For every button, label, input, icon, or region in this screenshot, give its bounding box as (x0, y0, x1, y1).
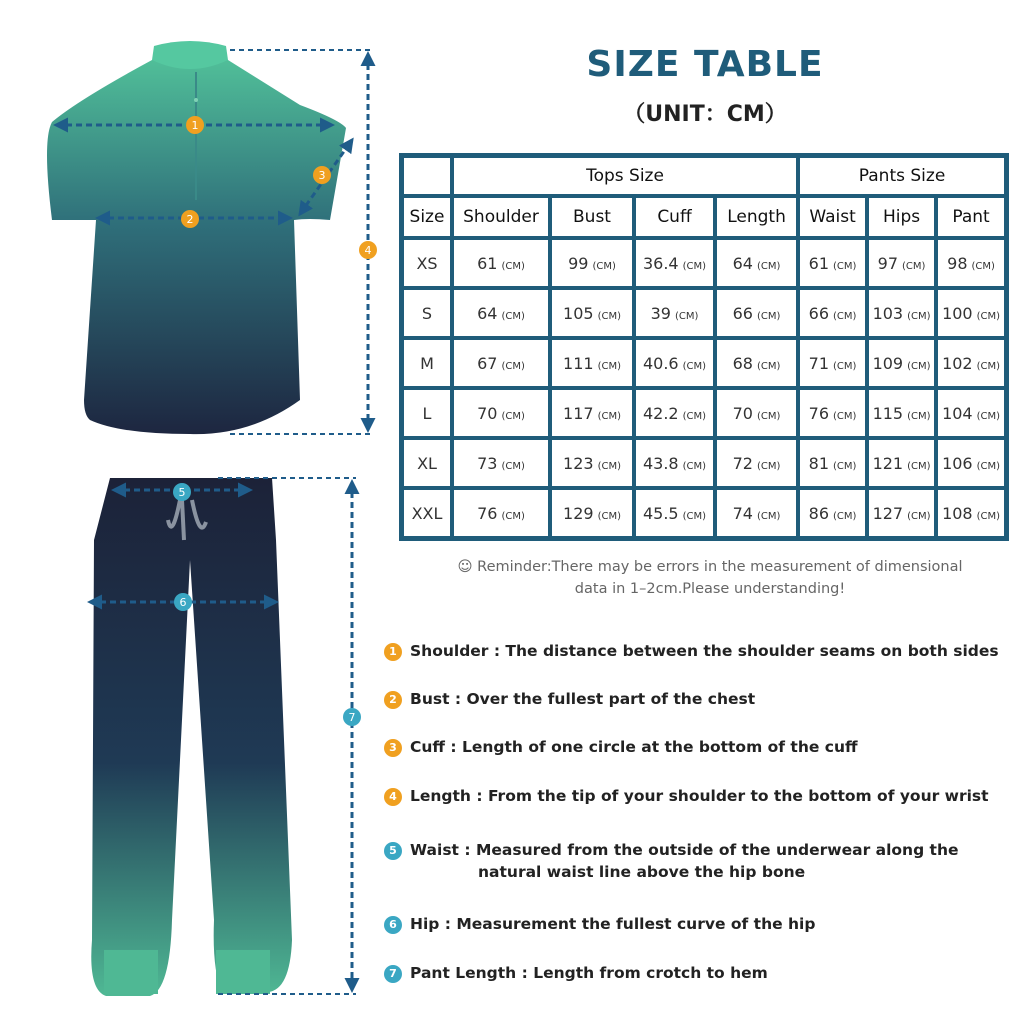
value-cell: 127 (CM) (867, 488, 936, 538)
value-cell: 106 (CM) (936, 438, 1006, 488)
size-cell: S (402, 288, 452, 338)
size-cell: XS (402, 238, 452, 288)
svg-text:6: 6 (179, 596, 187, 609)
garment-illustration (0, 0, 400, 1024)
value-cell: 104 (CM) (936, 388, 1006, 438)
definition-item: 1 Shoulder : The distance between the shoulder seams on both sides (384, 640, 1014, 662)
value-cell: 117 (CM) (550, 388, 634, 438)
col-header: Shoulder (452, 196, 550, 238)
svg-text:3: 3 (318, 169, 326, 182)
value-cell: 109 (CM) (867, 338, 936, 388)
scrub-top (47, 41, 346, 434)
definition-item: 2 Bust : Over the fullest part of the chest (384, 688, 1014, 710)
value-cell: 64 (CM) (452, 288, 550, 338)
table-row (402, 238, 1006, 288)
number-badge: 3 (384, 739, 402, 757)
reminder (420, 556, 1000, 600)
svg-text:5: 5 (178, 486, 186, 499)
value-cell: 115 (CM) (867, 388, 936, 438)
table-row (402, 288, 1006, 338)
smiley-icon: ☺ (457, 559, 473, 575)
value-cell: 67 (CM) (452, 338, 550, 388)
svg-text:7: 7 (348, 711, 356, 724)
col-header: Pant (936, 196, 1006, 238)
value-cell: 68 (CM) (715, 338, 798, 388)
value-cell: 76 (CM) (452, 488, 550, 538)
number-badge: 1 (384, 643, 402, 661)
col-header: Size (402, 196, 452, 238)
value-cell: 36.4 (CM) (634, 238, 715, 288)
number-badge: 5 (384, 842, 402, 860)
unit-label: （UNIT：CM） (623, 102, 787, 127)
marker-2 (181, 210, 199, 228)
value-cell: 42.2 (CM) (634, 388, 715, 438)
col-header: Waist (798, 196, 867, 238)
value-cell: 81 (CM) (798, 438, 867, 488)
value-cell: 74 (CM) (715, 488, 798, 538)
value-cell: 45.5 (CM) (634, 488, 715, 538)
value-cell: 97 (CM) (867, 238, 936, 288)
table-row (402, 338, 1006, 388)
value-cell: 108 (CM) (936, 488, 1006, 538)
value-cell: 70 (CM) (452, 388, 550, 438)
value-cell: 61 (CM) (798, 238, 867, 288)
col-header: Hips (867, 196, 936, 238)
marker-4 (359, 241, 377, 259)
definition-item: 5 Waist : Measured from the outside of the underwear along the natural waist line above the hip bone (384, 839, 1014, 883)
size-table-body (402, 238, 1006, 538)
table-row (402, 388, 1006, 438)
definition-item: 3 Cuff : Length of one circle at the bottom of the cuff (384, 736, 1014, 758)
value-cell: 40.6 (CM) (634, 338, 715, 388)
marker-6 (174, 593, 192, 611)
number-badge: 2 (384, 691, 402, 709)
header-pants-size: Pants Size (798, 156, 1006, 196)
value-cell: 123 (CM) (550, 438, 634, 488)
value-cell: 98 (CM) (936, 238, 1006, 288)
value-cell: 72 (CM) (715, 438, 798, 488)
size-cell: M (402, 338, 452, 388)
marker-3 (313, 166, 331, 184)
value-cell: 61 (CM) (452, 238, 550, 288)
value-cell: 100 (CM) (936, 288, 1006, 338)
value-cell: 66 (CM) (715, 288, 798, 338)
value-cell: 129 (CM) (550, 488, 634, 538)
marker-1 (186, 116, 204, 134)
header-tops-size: Tops Size (452, 156, 798, 196)
header-corner (402, 156, 452, 196)
marker-5 (173, 483, 191, 501)
definition-item: 4 Length : From the tip of your shoulder to the bottom of your wrist (384, 785, 1014, 807)
value-cell: 71 (CM) (798, 338, 867, 388)
value-cell: 86 (CM) (798, 488, 867, 538)
col-header: Length (715, 196, 798, 238)
value-cell: 43.8 (CM) (634, 438, 715, 488)
page-title: SIZE TABLE (586, 44, 824, 85)
marker-7 (343, 708, 361, 726)
value-cell: 66 (CM) (798, 288, 867, 338)
size-cell: L (402, 388, 452, 438)
value-cell: 103 (CM) (867, 288, 936, 338)
value-cell: 105 (CM) (550, 288, 634, 338)
value-cell: 99 (CM) (550, 238, 634, 288)
svg-text:1: 1 (191, 119, 199, 132)
value-cell: 73 (CM) (452, 438, 550, 488)
svg-text:2: 2 (186, 213, 194, 226)
value-cell: 102 (CM) (936, 338, 1006, 388)
definition-item: 7 Pant Length : Length from crotch to hem (384, 962, 1014, 984)
size-table (399, 153, 1009, 541)
value-cell: 70 (CM) (715, 388, 798, 438)
table-row (402, 438, 1006, 488)
size-cell: XL (402, 438, 452, 488)
col-header: Bust (550, 196, 634, 238)
reminder-line-1: Reminder:There may be errors in the measurement of dimensional (477, 559, 963, 575)
value-cell: 76 (CM) (798, 388, 867, 438)
value-cell: 111 (CM) (550, 338, 634, 388)
scrub-pants (91, 478, 292, 996)
value-cell: 64 (CM) (715, 238, 798, 288)
col-header: Cuff (634, 196, 715, 238)
number-badge: 6 (384, 916, 402, 934)
value-cell: 121 (CM) (867, 438, 936, 488)
number-badge: 4 (384, 788, 402, 806)
svg-text:4: 4 (364, 244, 372, 257)
definition-item: 6 Hip : Measurement the fullest curve of the hip (384, 913, 1014, 935)
table-row (402, 488, 1006, 538)
number-badge: 7 (384, 965, 402, 983)
reminder-line-2: data in 1–2cm.Please understanding! (574, 581, 846, 597)
value-cell: 39 (CM) (634, 288, 715, 338)
size-cell: XXL (402, 488, 452, 538)
